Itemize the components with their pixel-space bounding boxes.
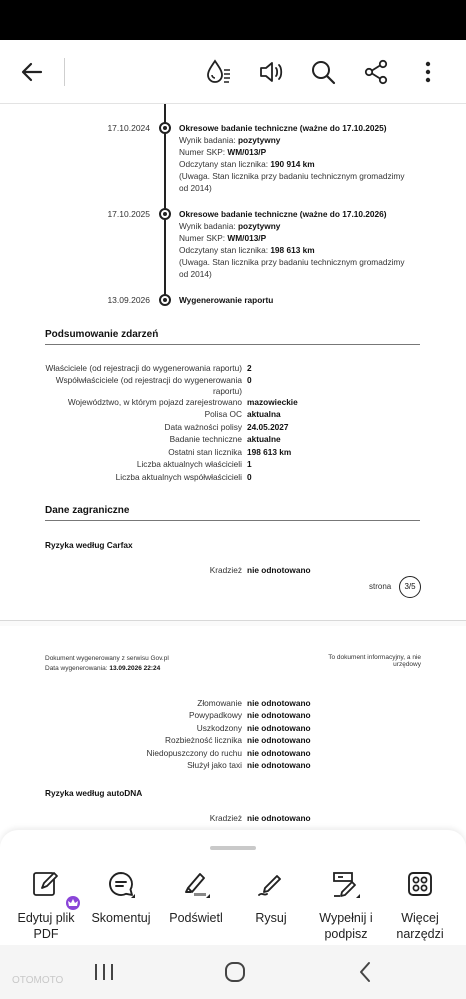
event-title: Wygenerowanie raportu	[179, 295, 274, 305]
timeline-dot	[159, 122, 171, 134]
fill-sign-icon	[330, 868, 362, 900]
system-nav-bar	[0, 945, 466, 999]
timeline-dot	[159, 208, 171, 220]
home-icon	[224, 961, 246, 983]
event-skp: Numer SKP: WM/013/P	[179, 233, 267, 243]
search-button[interactable]	[303, 52, 343, 92]
recent-apps-button[interactable]	[89, 957, 119, 987]
tool-label: Edytuj plik PDF	[17, 911, 75, 941]
pdf-document-view[interactable]: 17.10.2024 Okresowe badanie techniczne (ważne do 17.10.2025) Wynik badania: pozytywny Numer SKP: WM/013/P Odczytany stan licznika: 190 914 km (Uwaga. Stan licznika przy badaniu technicznym gromadzimy od 2014) 17.10.2025 Okresowe badanie techniczne (ważne do 17.10.2026) Wynik badania: pozytywny Numer SKP: WM/013/P Odczytany stan licznika: 198 613 km (Uwaga. Stan licznika przy badaniu technicznym gromadzimy od 2014) 13.09.2026 Wygenerowanie raportu Podsumowanie zdarzeń Właściciele (od rejestracji do wygenerowania raportu) 2 Współwłaściciele (od rejestracji do wygenerowania raportu) 0 Województwo, w którym pojazd zarejestrowano mazowieckie Polisa OC aktualna Data ważności polisy 24.05.2027 Badanie techniczne aktualne Ostatni stan licznika 198 613 km Liczba aktualnych właścicieli 1 Liczba aktualnych współwłaścicieli 0 Dane zagraniczne Ryzyka według Carfax Kradzież nie odnotowano strona 3/5 Dokument wygenerowany z serwisu Gov.pl Data wygenerowania: 13.09.2026 22:24 To dokument informacyjny, a nie urzędowy Złomowanie nie odnotowano Powypadkowy nie odnotowano Uszkodzony nie odnotowano Rozbieżność licznika nie odnotowano Niedopuszczony do ruchu nie odnotowano Służył jako taxi nie odnotowano Ryzyka według autoDNA Kradzież nie odnotowano	[0, 104, 466, 830]
liquid-mode-button[interactable]	[198, 52, 238, 92]
page-label: strona	[369, 582, 392, 591]
more-tools[interactable]	[382, 868, 458, 943]
comment-icon	[105, 868, 137, 900]
tool-label: Podświetl	[169, 911, 223, 925]
highlighter-icon	[180, 868, 212, 900]
highlight-tool[interactable]	[158, 868, 234, 943]
sheet-drag-handle[interactable]	[210, 846, 256, 850]
autodna-title: Ryzyka według autoDNA	[45, 788, 143, 798]
chevron-left-icon	[357, 961, 373, 983]
more-tools-icon	[404, 868, 436, 900]
back-button[interactable]	[12, 52, 52, 92]
timeline-date: 17.10.2024	[107, 123, 150, 133]
event-title: Okresowe badanie techniczne (ważne do 17.10.2026)	[179, 209, 387, 219]
tool-label: Rysuj	[255, 911, 287, 925]
liquid-mode-icon	[204, 58, 232, 86]
edit-pdf-tool[interactable]	[8, 868, 84, 943]
event-odometer: Odczytany stan licznika: 198 613 km	[179, 245, 315, 255]
event-odometer: Odczytany stan licznika: 190 914 km	[179, 159, 315, 169]
page-number: 3/5	[399, 576, 421, 598]
page-header-left: Dokument wygenerowany z serwisu Gov.pl Data wygenerowania: 13.09.2026 22:24	[45, 655, 169, 672]
timeline-date: 13.09.2026	[107, 295, 150, 305]
comment-tool[interactable]	[83, 868, 159, 943]
tool-label: Wypełnij i podpisz	[319, 911, 373, 941]
draw-tool[interactable]	[233, 868, 309, 943]
share-icon	[363, 59, 389, 85]
tools-bottom-sheet	[0, 830, 466, 945]
more-options-button[interactable]	[408, 52, 448, 92]
timeline-event	[179, 294, 409, 306]
status-bar	[0, 0, 466, 40]
event-title: Okresowe badanie techniczne (ważne do 17.10.2025)	[179, 123, 387, 133]
pencil-draw-icon	[255, 868, 287, 900]
summary-section-title: Podsumowanie zdarzeń	[45, 329, 420, 345]
tool-label: Więcej narzędzi	[396, 911, 444, 941]
arrow-left-icon	[20, 60, 44, 84]
timeline-event	[179, 208, 409, 280]
speaker-icon	[257, 58, 285, 86]
recent-apps-icon	[93, 962, 115, 982]
event-result: Wynik badania: pozytywny	[179, 221, 281, 231]
more-vertical-icon	[424, 60, 432, 84]
edit-pdf-icon	[30, 868, 62, 900]
watermark: OTOMOTO	[12, 975, 64, 986]
nav-back-button[interactable]	[350, 957, 380, 987]
event-note: (Uwaga. Stan licznika przy badaniu technicznym gromadzimy od 2014)	[179, 257, 405, 279]
page-header-right: To dokument informacyjny, a nie urzędowy	[328, 654, 421, 668]
foreign-section-title: Dane zagraniczne	[45, 505, 420, 521]
top-toolbar	[0, 40, 466, 104]
tool-label: Skomentuj	[91, 911, 151, 925]
read-aloud-button[interactable]	[251, 52, 291, 92]
page-indicator	[350, 576, 422, 598]
search-icon	[310, 59, 336, 85]
page-break	[0, 620, 466, 626]
home-button[interactable]	[220, 957, 250, 987]
timeline-event	[179, 122, 409, 194]
timeline-dot	[159, 294, 171, 306]
share-button[interactable]	[356, 52, 396, 92]
event-result: Wynik badania: pozytywny	[179, 135, 281, 145]
event-skp: Numer SKP: WM/013/P	[179, 147, 267, 157]
timeline-date: 17.10.2025	[107, 209, 150, 219]
toolbar-divider	[64, 58, 65, 86]
event-note: (Uwaga. Stan licznika przy badaniu technicznym gromadzimy od 2014)	[179, 171, 405, 193]
premium-crown-icon	[66, 896, 80, 910]
fill-sign-tool[interactable]	[308, 868, 384, 943]
carfax-title: Ryzyka według Carfax	[45, 540, 133, 550]
